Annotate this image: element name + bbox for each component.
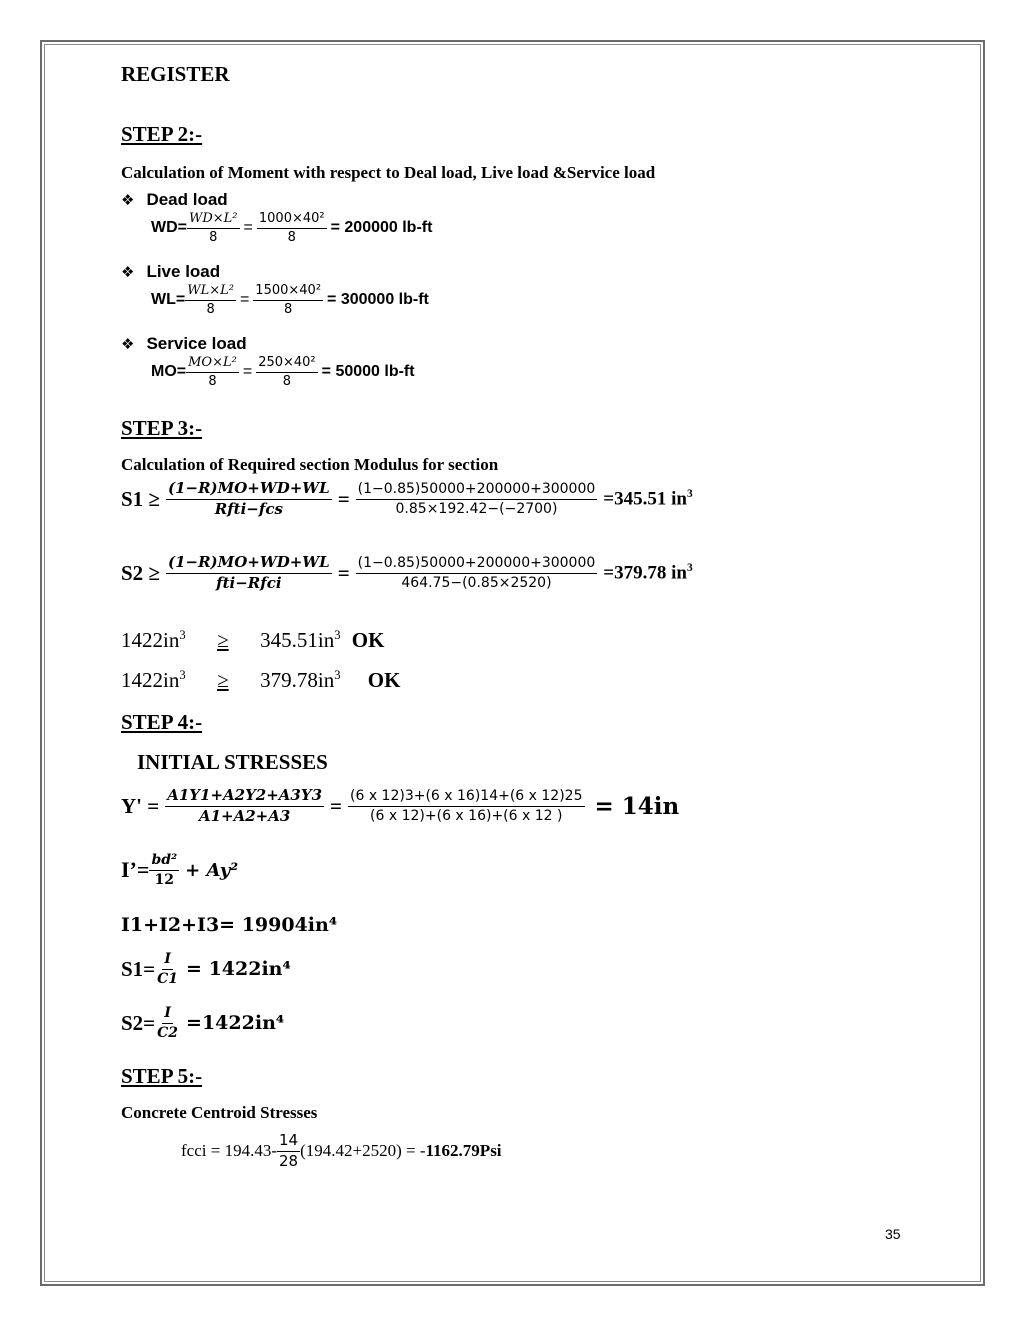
fraction-denominator: 8 (282, 373, 292, 389)
fraction-denominator: 28 (278, 1151, 299, 1170)
fraction-denominator: 8 (209, 229, 218, 245)
fraction-denominator: 464.75−(0.85×2520) (401, 574, 552, 591)
step5-subtitle: Concrete Centroid Stresses (121, 1103, 318, 1122)
dead-load-lhs: WD= (151, 219, 187, 237)
s1-value-fraction (356, 482, 598, 516)
service-load-equation: MO= $\frac{\text{MO×L²}}{8}$ = $\frac{\text{250×40²}}{8}$ = 50000 lb-ft (151, 355, 415, 389)
fcci-result: 1162.79Psi (425, 1141, 502, 1161)
inertia-lhs: I’= (121, 857, 150, 883)
fraction-numerator: (1−0.85)50000+200000+300000 (356, 556, 598, 574)
page-number: 35 (885, 1226, 901, 1242)
centroid-equation: Y' = $\frac{A1Y1+A2Y2+A3Y3}{A1+A2+A3}$ = $\frac{(6 x 12)3+(6 x 16)14+(6 x 12)25}{(6 x 12)+(6 x 16)+(6 x 12 )}$ = 14in (121, 786, 680, 825)
live-load-symbolic-fraction (185, 284, 236, 316)
check-status-2: OK (367, 668, 401, 692)
diamond-bullet-icon: ❖ (121, 263, 135, 281)
fraction-numerator: (6 x 12)3+(6 x 16)14+(6 x 12)25 (348, 789, 585, 807)
live-load-value-fraction (253, 284, 323, 316)
fraction-denominator: C2 (157, 1024, 179, 1041)
live-load-result: = 300000 lb-ft (327, 291, 429, 309)
fraction-numerator: I (162, 1006, 173, 1024)
inertia-rest: + Ay² (185, 859, 239, 881)
step2-title: STEP 2:- (121, 122, 203, 146)
step3-title: STEP 3:- (121, 416, 203, 440)
check-row-2: $1422in^3 \ge 379.78in^3$ OK (121, 668, 401, 692)
fraction-denominator: Rfti−fcs (214, 499, 283, 518)
centroid-value-fraction (348, 789, 585, 823)
dead-load-bullet (121, 190, 228, 210)
fraction-numerator: MO×L² (186, 356, 239, 373)
s1-result: =345.51 $in^3$ (603, 488, 693, 510)
fraction-denominator: fti−Rfci (216, 573, 282, 592)
live-load-label: Live load (146, 262, 221, 281)
centroid-result: = 14in (594, 792, 680, 820)
fcci-fraction (277, 1133, 300, 1170)
fraction-denominator: 0.85×192.42−(−2700) (395, 500, 558, 517)
fraction-numerator: (1−R)MO+WD+WL (166, 481, 332, 500)
s1-modulus-fraction (155, 952, 180, 986)
s2-modulus-lhs: S2= (121, 1010, 156, 1035)
service-load-value-fraction (256, 356, 317, 388)
centroid-symbolic-fraction (165, 788, 324, 825)
step2-subtitle: Calculation of Moment with respect to Deal load, Live load &Service load (121, 163, 656, 182)
fraction-numerator: I (162, 952, 173, 970)
inertia-fraction (149, 853, 179, 887)
s1-lhs: S1 ≥ (121, 486, 160, 511)
moment-of-inertia-formula (121, 853, 238, 887)
fraction-denominator: 8 (284, 301, 293, 317)
s1-symbolic-fraction (166, 481, 332, 518)
s2-value-fraction (356, 556, 598, 590)
service-load-bullet (121, 334, 247, 354)
centroid-lhs: Y' = (121, 793, 160, 818)
s2-equation: S2 ≥ $\frac{(1-R)MO+WD+WL}{\text{fti−Rfci}}$ = $\frac{(1-0.85)50000+200000+300000}{464.75-(0.85\times 2520)}$ =379.78 $in^3$ (121, 553, 693, 592)
dead-load-symbolic-fraction (187, 212, 240, 244)
check-status-1: OK (351, 628, 385, 652)
fraction-numerator: 250×40² (256, 356, 317, 373)
section-modulus-s1 (121, 952, 291, 986)
diamond-bullet-icon: ❖ (121, 335, 135, 353)
fraction-numerator: bd² (149, 853, 179, 871)
fraction-denominator: 12 (154, 871, 175, 888)
dead-load-result: = 200000 lb-ft (330, 219, 433, 237)
s1-equation: S1 ≥ $\frac{(1-R)MO+WD+WL}{\text{Rfti−fcs}}$ = $\frac{(1-0.85)50000+200000+300000}{0.85\times 192.42-(-2700)}$ =345.51 $in^3$ (121, 479, 693, 518)
s2-lhs: S2 ≥ (121, 560, 160, 585)
live-load-bullet (121, 262, 220, 282)
live-load-equation: WL= $\frac{\text{WL×L²}}{8}$ = $\frac{\text{1500×40²}}{8}$ = 300000 lb-ft (151, 283, 429, 317)
fraction-numerator: A1Y1+A2Y2+A3Y3 (165, 788, 324, 807)
fraction-numerator: 14 (277, 1133, 300, 1152)
fraction-numerator: 1500×40² (253, 284, 323, 301)
fraction-denominator: 8 (206, 301, 215, 317)
inertia-sum: I1+I2+I3= 19904in⁴ (121, 914, 338, 936)
s2-modulus-result: =1422in⁴ (186, 1012, 285, 1035)
dead-load-label: Dead load (146, 190, 228, 209)
fcci-middle: (194.42+2520) = - (300, 1141, 426, 1161)
fraction-denominator: 8 (287, 229, 296, 245)
dead-load-equation: WD= $\frac{\text{WD×L²}}{8}$ = $\frac{\text{1000×40²}}{8}$ = 200000 lb-ft (151, 211, 433, 245)
fraction-numerator: (1−R)MO+WD+WL (166, 555, 332, 574)
s2-modulus-fraction (155, 1006, 180, 1040)
fcci-lhs: fcci = 194.43- (181, 1141, 277, 1161)
service-load-lhs: MO= (151, 363, 187, 381)
live-load-lhs: WL= (151, 291, 186, 309)
fraction-denominator: A1+A2+A3 (198, 806, 291, 825)
fraction-denominator: C1 (157, 970, 179, 987)
fraction-numerator: WD×L² (187, 212, 240, 229)
service-load-label: Service load (146, 334, 247, 353)
fraction-numerator: WL×L² (185, 284, 236, 301)
step5-title: STEP 5:- (121, 1064, 203, 1088)
dead-load-value-fraction (257, 212, 327, 244)
fraction-denominator: 8 (208, 373, 217, 389)
diamond-bullet-icon: ❖ (121, 191, 135, 209)
fraction-denominator: (6 x 12)+(6 x 16)+(6 x 12 ) (370, 807, 563, 824)
check-row-1: $1422in^3 \ge 345.51in^3$ OK (121, 628, 385, 652)
page-heading: REGISTER (121, 62, 230, 86)
service-load-symbolic-fraction (186, 356, 239, 388)
section-modulus-s2 (121, 1006, 284, 1040)
fcci-equation (181, 1133, 502, 1170)
step4-title: STEP 4:- (121, 710, 203, 734)
s1-modulus-result: = 1422in⁴ (186, 958, 291, 981)
s2-symbolic-fraction (166, 555, 332, 592)
s2-result: =379.78 $in^3$ (603, 562, 693, 584)
service-load-result: = 50000 lb-ft (321, 363, 415, 381)
fraction-numerator: (1−0.85)50000+200000+300000 (356, 482, 598, 500)
step4-subtitle: INITIAL STRESSES (137, 750, 328, 774)
step3-subtitle: Calculation of Required section Modulus for section (121, 455, 499, 474)
fraction-numerator: 1000×40² (257, 212, 327, 229)
s1-modulus-lhs: S1= (121, 956, 156, 981)
